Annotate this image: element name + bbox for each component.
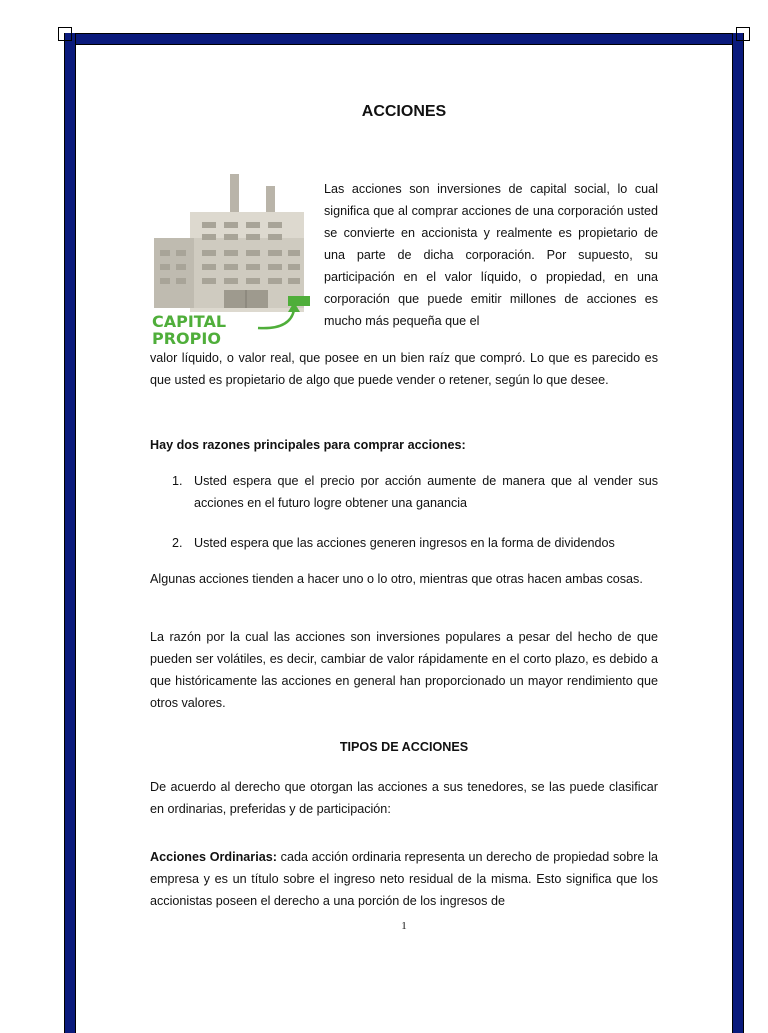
intro-paragraph: Las acciones son inversiones de capital social, lo cual significa que al comprar acciones de una corporación usted se convierte en accionista y realmente es propietario de una parte de dicha corporación. Por supuesto, su participación en el valor líquido, o propiedad, en una corporación que puede emitir millones de acciones es mucho más pequeña que el	[324, 182, 658, 328]
ordinary-label: Acciones Ordinarias:	[150, 850, 277, 864]
list-item	[150, 532, 658, 554]
intro-paragraph-continued: valor líquido, o valor real, que posee en un bien raíz que compró. Lo que es parecido es que usted es propietario de algo que puede vender o retener, según lo que desee.	[150, 351, 658, 387]
page-title: ACCIONES	[361, 103, 447, 120]
list-item-number: 1.	[172, 474, 183, 488]
ordinary-text: cada acción ordinaria representa un derecho de propiedad sobre la empresa y es un título sobre el ingreso neto residual de la misma. Esto significa que los accionistas poseen el derecho a una porción de los ingresos de	[150, 850, 659, 908]
illustration-label-line1: CAPITAL	[152, 312, 227, 331]
types-heading: TIPOS DE ACCIONES	[339, 740, 469, 754]
paragraph-types: De acuerdo al derecho que otorgan las acciones a sus tenedores, se las puede clasificar en ordinarias, preferidas y de participación:	[150, 780, 658, 816]
list-item-text: Usted espera que las acciones generen ingresos en la forma de dividendos	[194, 536, 615, 550]
list-item-text: Usted espera que el precio por acción aumente de manera que al vender sus acciones en el futuro logre obtener una ganancia	[194, 474, 658, 510]
list-item	[150, 470, 658, 514]
list-item-number: 2.	[172, 536, 183, 550]
paragraph-reason: La razón por la cual las acciones son inversiones populares a pesar del hecho de que pueden ser volátiles, es decir, cambiar de valor rápidamente en el corto plazo, es debido a que históricamente las acciones en general han proporcionado un mayor rendimiento que otros valores.	[150, 630, 658, 710]
border-corner-top-left	[58, 27, 72, 41]
page-border-right	[732, 33, 744, 1033]
page-border-left	[64, 33, 76, 1033]
page-number: 1	[401, 920, 407, 932]
page-border-top	[64, 33, 742, 45]
paragraph-ordinary	[150, 846, 658, 912]
border-corner-top-right	[736, 27, 750, 41]
paragraph-some: Algunas acciones tienden a hacer uno o lo otro, mientras que otras hacen ambas cosas.	[150, 572, 643, 586]
illustration-label-line2: PROPIO	[152, 329, 221, 348]
factory-icon	[150, 172, 318, 348]
reasons-heading: Hay dos razones principales para comprar acciones:	[150, 438, 466, 452]
reasons-list	[150, 470, 658, 554]
